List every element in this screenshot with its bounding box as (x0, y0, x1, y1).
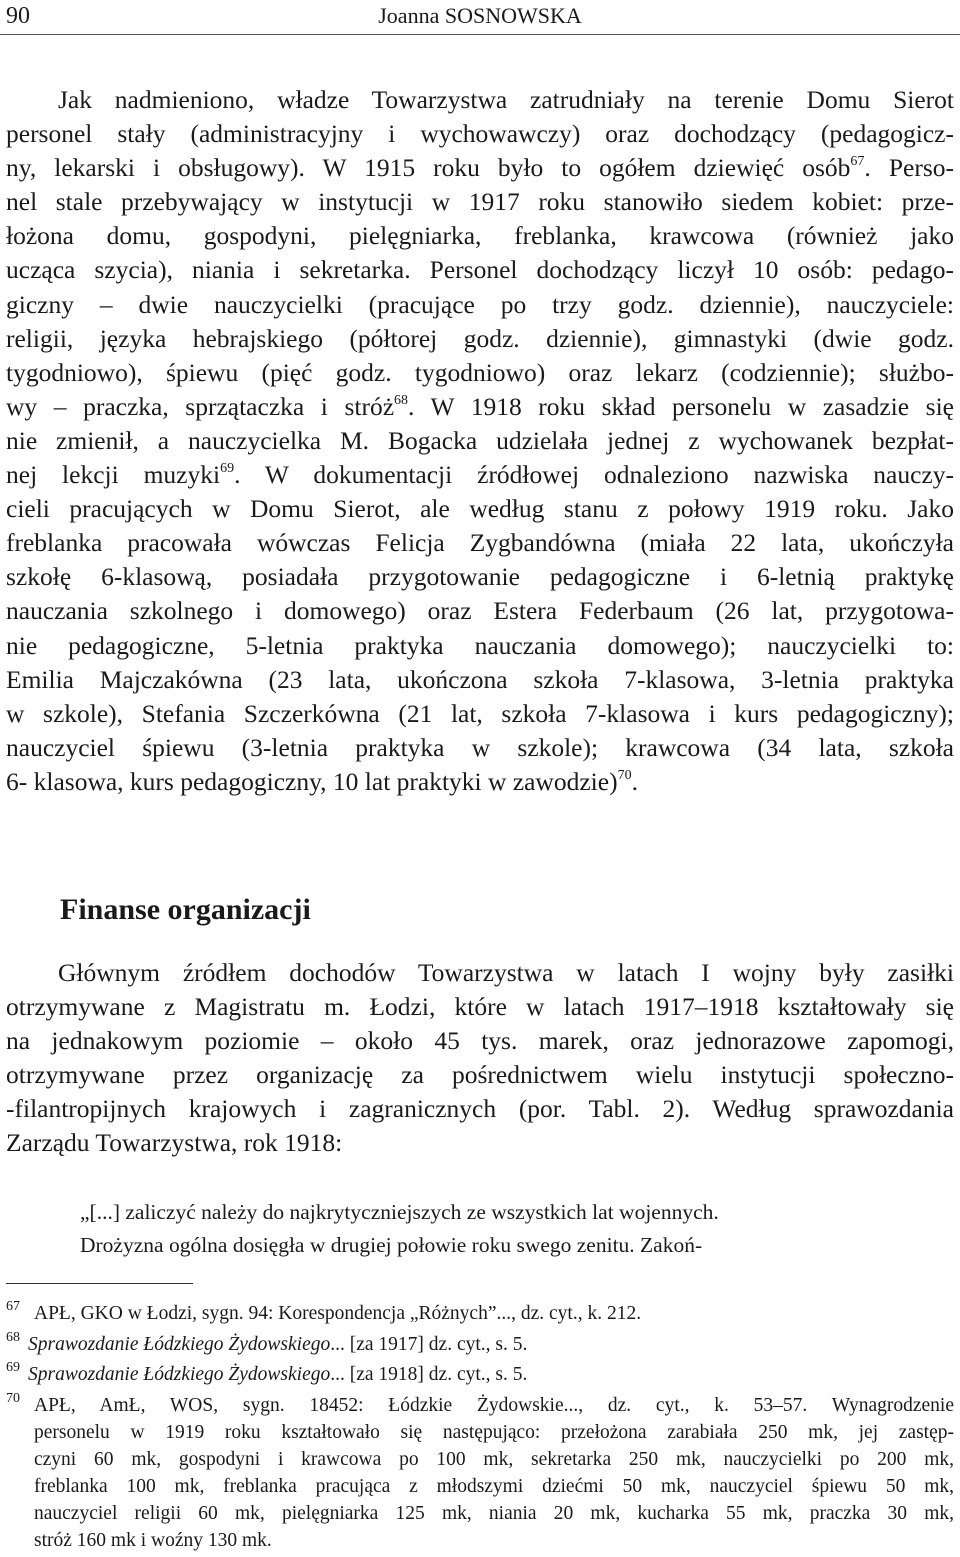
footnote-separator (6, 1283, 193, 1284)
footnote-text: Sprawozdanie Łódzkiego Żydowskiego... [za 1918] dz. cyt., s. 5. (28, 1364, 528, 1385)
text-line: Zarządu Towarzystwa, rok 1918: (6, 1128, 343, 1158)
text-line: nel stale przebywający w instytucji w 1917 roku stanowiło siedem kobiet: prze- (6, 187, 954, 217)
footnote-70 (6, 1392, 954, 1554)
footnote-ref-68[interactable]: 68 (394, 392, 409, 408)
text-line: na jednakowym poziomie – około 45 tys. marek, oraz jednorazowe zapomogi, (6, 1026, 954, 1056)
text-line: nauczania szkolnego i domowego) oraz Estera Federbaum (26 lat, przygotowa- (6, 596, 954, 626)
text-line: Emilia Majczakówna (23 lata, ukończona szkoła 7-klasowa, 3-letnia praktyka (6, 664, 954, 694)
footnote-number: 67 (6, 1299, 20, 1314)
footnote-line: freblanka 100 mk, freblanka pracująca z młodszymi dziećmi 50 mk, nauczyciel śpiewu 50 mk, (34, 1476, 954, 1497)
text-line: nie pedagogiczne, 5-letnia praktyka nauczania domowego); nauczycielki to: (6, 630, 954, 660)
body-paragraph-staff (6, 83, 954, 799)
text-line: cieli pracujących w Domu Sierot, ale według stanu z połowy 1919 roku. Jako (6, 494, 954, 524)
footnote-line: stróż 160 mk i woźny 130 mk. (34, 1530, 272, 1551)
footnote-text: Sprawozdanie Łódzkiego Żydowskiego... [za 1917] dz. cyt., s. 5. (28, 1334, 528, 1355)
footnote-68 (6, 1331, 954, 1358)
text-line: ny, lekarski i obsługowy). W 1915 roku było to ogółem dziewięć osób$^{67}$. Perso- (6, 153, 954, 183)
footnote-text (6, 1392, 954, 1554)
text-line: otrzymywane z Magistratu m. Łodzi, które w latach 1917–1918 kształtowały się (6, 992, 954, 1022)
text-line: łożona domu, gospodyni, pielęgniarka, freblanka, krawcowa (również jako (6, 221, 954, 251)
footnote-number: 70 (6, 1391, 20, 1406)
text-line: nej lekcji muzyki$^{69}$. W dokumentacji źródłowej odnaleziono nazwiska nauczy- (6, 460, 954, 490)
text-line: nauczyciel śpiewu (3-letnia praktyka w szkole); krawcowa (34 lata, szkoła (6, 732, 954, 762)
footnote-ref-69[interactable]: 69 (220, 461, 235, 477)
text-line: Głównym źródłem dochodów Towarzystwa w latach I wojny były zasiłki (58, 958, 954, 987)
quote-line: Drożyzna ogólna dosięgła w drugiej połowie roku swego zenitu. Zakoń- (80, 1233, 703, 1257)
text-line: szkołę 6-klasową, posiadała przygotowanie pedagogiczne i 6-letnią praktykę (6, 562, 954, 592)
body-paragraph-finance (6, 956, 954, 1161)
text-line: personel stały (administracyjny i wychowawczy) oraz dochodzący (pedagogicz- (6, 119, 954, 149)
footnote-ref-67[interactable]: 67 (850, 154, 865, 170)
text-line: religii, języka hebrajskiego (półtorej godz. dziennie), gimnastyki (dwie godz. (6, 323, 954, 353)
text-line: tygodniowo), śpiewu (pięć godz. tygodniowo) oraz lekarz (codziennie); służbo- (6, 357, 954, 387)
running-head: Joanna SOSNOWSKA (378, 3, 582, 28)
footnote-number: 68 (6, 1330, 20, 1345)
text-line: otrzymywane przez organizację za pośrednictwem wielu instytucji społeczno- (6, 1060, 954, 1090)
footnote-number: 69 (6, 1360, 20, 1375)
footnote-67 (6, 1300, 954, 1327)
footnote-text: APŁ, GKO w Łodzi, sygn. 94: Korespondencja „Różnych”..., dz. cyt., k. 212. (34, 1303, 642, 1324)
footnote-line: personelu w 1919 roku kształtowało się następująco: przełożona zarabiała 250 mk, jej zastęp- (34, 1422, 954, 1443)
text-line: -filantropijnych krajowych i zagranicznych (por. Tabl. 2). Według sprawozdania (6, 1094, 954, 1124)
text-line: giczny – dwie nauczycielki (pracujące po trzy godz. dziennie), nauczyciele: (6, 289, 954, 319)
text-line: freblanka pracowała wówczas Felicja Zygbandówna (miała 22 lata, ukończyła (6, 528, 954, 558)
quote-line: „[...] zaliczyć należy do najkrytyczniejszych ze wszystkich lat wojennych. (80, 1200, 719, 1224)
text-line: wy – praczka, sprzątaczka i stróż$^{68}$. W 1918 roku skład personelu w zasadzie się (6, 391, 954, 421)
text-line: 6- klasowa, kurs pedagogiczny, 10 lat praktyki w zawodzie)$^{70}$. (6, 766, 638, 796)
text-line: ucząca szycia), niania i sekretarka. Personel dochodzący liczył 10 osób: pedago- (6, 255, 954, 285)
page-header (0, 0, 960, 35)
section-heading: Finanse organizacji (60, 893, 311, 926)
block-quote (80, 1196, 880, 1262)
page-number: 90 (6, 3, 30, 29)
text-line: Jak nadmieniono, władze Towarzystwa zatrudniały na terenie Domu Sierot (58, 85, 954, 114)
footnote-line: czyni 60 mk, gospodyni i krawcowa po 100 mk, sekretarka 250 mk, nauczycielki po 200 mk, (34, 1449, 954, 1470)
text-line: w szkole), Stefania Szczerkówna (21 lat, szkoła 7-klasowa i kurs pedagogiczny); (6, 698, 954, 728)
footnote-line: nauczyciel religii 60 mk, pielęgniarka 125 mk, niania 20 mk, kucharka 55 mk, praczka 30 mk, (34, 1503, 954, 1524)
footnote-ref-70[interactable]: 70 (617, 767, 632, 783)
text-line: nie zmienił, a nauczycielka M. Bogacka udzielała jednej z wychowanek bezpłat- (6, 425, 954, 455)
footnote-69 (6, 1361, 954, 1388)
footnote-line: APŁ, AmŁ, WOS, sygn. 18452: Łódzkie Żydowskie..., dz. cyt., k. 53–57. Wynagrodzenie (34, 1395, 954, 1416)
